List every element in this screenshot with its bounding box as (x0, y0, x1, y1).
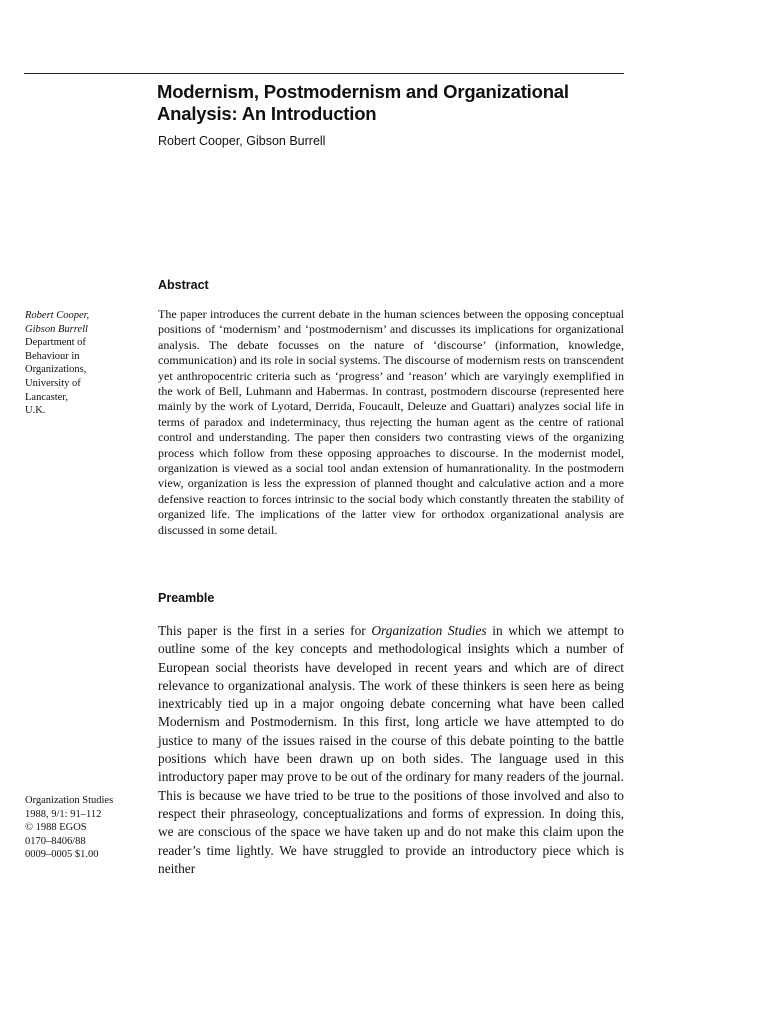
affiliation-names-line: Gibson Burrell (25, 323, 88, 335)
journal-citation-line: Organization Studies (25, 795, 114, 806)
journal-citation (25, 794, 135, 862)
author-affiliation (25, 309, 135, 418)
abstract-heading: Abstract (158, 278, 209, 292)
preamble-text-part: This paper is the first in a series for (158, 623, 372, 638)
preamble-heading: Preamble (158, 591, 215, 605)
affiliation-line: Organizations, (25, 364, 87, 376)
header-rule (24, 73, 624, 74)
affiliation-names-line: Robert Cooper, (25, 310, 90, 321)
abstract-text: The paper introduces the current debate in the human sciences between the opposing conceptual positions of ‘modernism’ and ‘postmodernism’ and discusses its implications for organizational analysis. The debate focusses on the nature of ‘discourse’ (information, knowledge, communication) and its role in social systems. The discourse of modernism rests on transcendent yet anthropocentric criteria such as ‘progress’ and ‘reason’ which are varyingly exemplified in the work of Bell, Luhmann and Habermas. In contrast, postmodern discourse (represented here mainly by the work of Lyotard, Derrida, Foucault, Deleuze and Guattari) analyzes social life in terms of paradox and indeterminacy, thus rejecting the human agent as the centre of rational control and understanding. The paper then considers two contrasting views of the organizing process which follow from these opposing approaches to discourse. In the modernist model, organization is viewed as a social tool andan extension of humanrationality. In the postmodern view, organization is less the expression of planned thought and calculative action and a more defensive reaction to forces intrinsic to the social body which constantly threaten the stability of organized life. The implications of the latter view for orthodox organizational analysis are discussed in some detail. (158, 307, 624, 537)
preamble-text (158, 622, 624, 878)
article-authors: Robert Cooper, Gibson Burrell (158, 134, 326, 148)
journal-citation-line: 1988, 9/1: 91–112 (25, 808, 102, 820)
affiliation-line: University of (25, 377, 81, 389)
journal-name-inline: Organization Studies (371, 623, 487, 638)
affiliation-line: Department of (25, 337, 86, 349)
journal-citation-line: 0009–0005 $1.00 (25, 849, 99, 861)
affiliation-line: Lancaster, (25, 391, 69, 403)
affiliation-line: Behaviour in (25, 350, 80, 362)
journal-citation-line: 0170–8406/88 (25, 835, 86, 847)
journal-citation-line: © 1988 EGOS (25, 822, 87, 834)
affiliation-line: U.K. (25, 405, 46, 417)
preamble-text-part: in which we attempt to outline some of the key concepts and methodological insights which a number of European social theorists have developed in recent years and which are of direct relevance to organizational analysis. The work of these thinkers is seen here as being inextricably tied up in a major ongoing debate concerning what have been called Modernism and Postmodernism. In this first, long article we have attempted to do justice to many of the issues raised in the course of this debate pointing to the battle positions which have been drawn up on both sides. The language used in this introductory paper may prove to be out of the ordinary for many readers of the journal. This is because we have tried to be true to the positions of those involved and also to respect their phraseology, conceptualizations and forms of expression. In doing this, we are conscious of the space we have taken up and do not make this claim upon the reader’s time lightly. We have struggled to provide an introductory piece which is neither (158, 623, 624, 876)
article-title: Modernism, Postmodernism and Organizational Analysis: An Introduction (157, 81, 569, 124)
